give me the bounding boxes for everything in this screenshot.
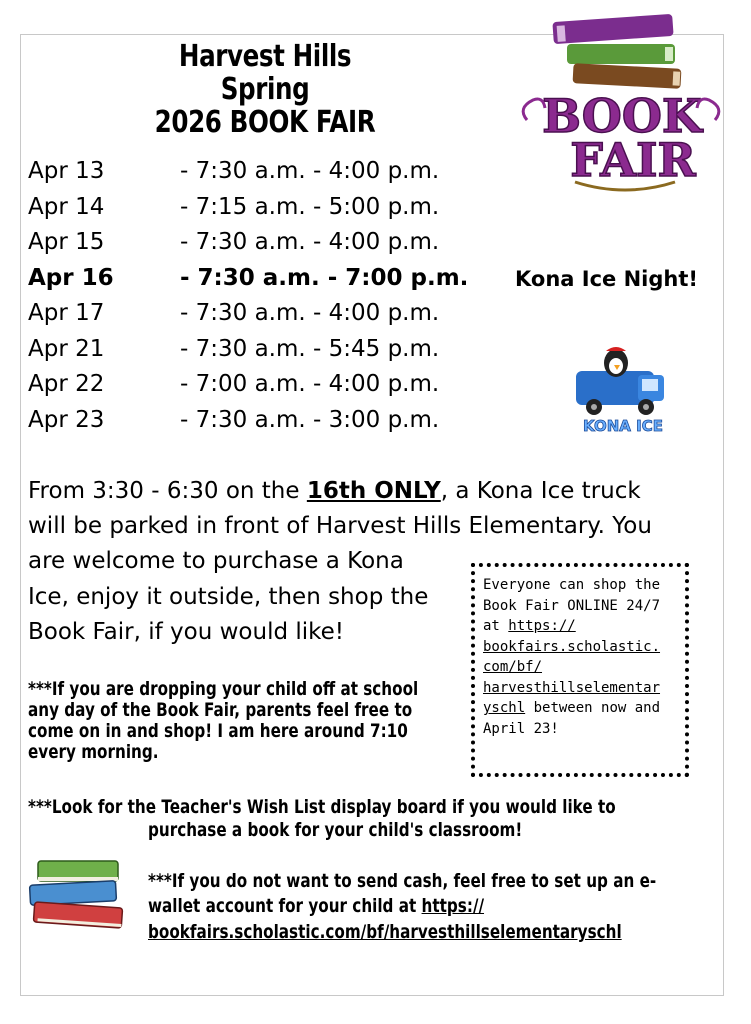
wishlist-note-line-2: purchase a book for your child's classroom! (148, 819, 523, 841)
online-link[interactable]: bookfairs.scholastic. (483, 638, 661, 655)
kona-paragraph-line-2: will be parked in front of Harvest Hills Elementary. You (28, 513, 652, 539)
schedule-time: - 7:30 a.m. - 4:00 p.m. (180, 158, 440, 184)
schedule-date: Apr 17 (28, 300, 105, 326)
schedule-date: Apr 16 (28, 264, 114, 291)
ewallet-note-line-2: wallet account for your child at https:// (148, 895, 485, 917)
penguin-mascot-icon (604, 347, 628, 377)
schedule-date: Apr 23 (28, 406, 105, 433)
kona-paragraph-line-4: Ice, enjoy it outside, then shop the (28, 584, 429, 610)
schedule-date: Apr 14 (28, 193, 105, 220)
flyer-title (130, 40, 401, 139)
kona-ice-wordmark: KONA ICE (583, 417, 663, 435)
schedule-time: - 7:30 a.m. - 4:00 p.m. (180, 229, 440, 255)
online-link[interactable]: harvesthillselementar (483, 679, 661, 696)
schedule-date: Apr 21 (28, 335, 105, 362)
schedule-time: - 7:30 a.m. - 5:45 p.m. (180, 335, 440, 362)
kona-paragraph-line-1: From 3:30 - 6:30 on the 16th ONLY, a Kona Ice truck (28, 478, 641, 504)
books-stack-clipart (24, 855, 134, 935)
schedule-date: Apr 22 (28, 371, 105, 397)
kona-ice-truck-logo (568, 345, 678, 437)
title-line-1: Harvest Hills (178, 39, 352, 74)
title-line-3: 2026 BOOK FAIR (154, 105, 376, 140)
kona-paragraph-line-3: are welcome to purchase a Kona (28, 548, 404, 574)
online-link[interactable]: yschl (483, 700, 526, 716)
kona-paragraph-line-5: Book Fair, if you would like! (28, 619, 345, 645)
schedule-time: - 7:15 a.m. - 5:00 p.m. (180, 193, 440, 220)
truck-icon (576, 371, 664, 415)
schedule-date: Apr 15 (28, 229, 105, 255)
ewallet-link-url[interactable]: bookfairs.scholastic.com/bf/harvesthillselementaryschl (148, 921, 622, 943)
book-stack-icon (552, 14, 681, 89)
wishlist-note-line-1: ***Look for the Teacher's Wish List display board if you would like to (28, 796, 616, 818)
ewallet-note-line-1: ***If you do not want to send cash, feel free to set up an e- (148, 870, 657, 892)
online-shopping-box: Everyone can shop the Book Fair ONLINE 24/7 at https:// bookfairs.scholastic. com/bf/ harvesthillselementar yschl between now and April 23! (471, 563, 689, 777)
schedule-time: - 7:30 a.m. - 3:00 p.m. (180, 406, 440, 433)
kona-ice-night-label: Kona Ice Night! (515, 266, 698, 291)
book-fair-logo (515, 10, 730, 195)
dropoff-note: ***If you are dropping your child off at school any day of the Book Fair, parents feel free to come on in and shop! I am here around 7:10 every morning. (28, 678, 419, 763)
books-icon (30, 861, 123, 928)
online-link[interactable]: https:// (508, 618, 576, 634)
online-link[interactable]: com/bf/ (483, 659, 543, 675)
logo-word-book: BOOK (542, 89, 702, 143)
16th-only-emphasis: 16th ONLY (306, 478, 441, 504)
schedule-time: - 7:30 a.m. - 7:00 p.m. (180, 264, 469, 291)
ewallet-link[interactable]: https:// (421, 895, 485, 917)
schedule-time: - 7:00 a.m. - 4:00 p.m. (180, 371, 440, 397)
schedule-time: - 7:30 a.m. - 4:00 p.m. (180, 300, 440, 326)
logo-word-fair: FAIR (570, 133, 696, 187)
schedule-date: Apr 13 (28, 158, 105, 184)
title-line-2: Spring (220, 72, 310, 107)
